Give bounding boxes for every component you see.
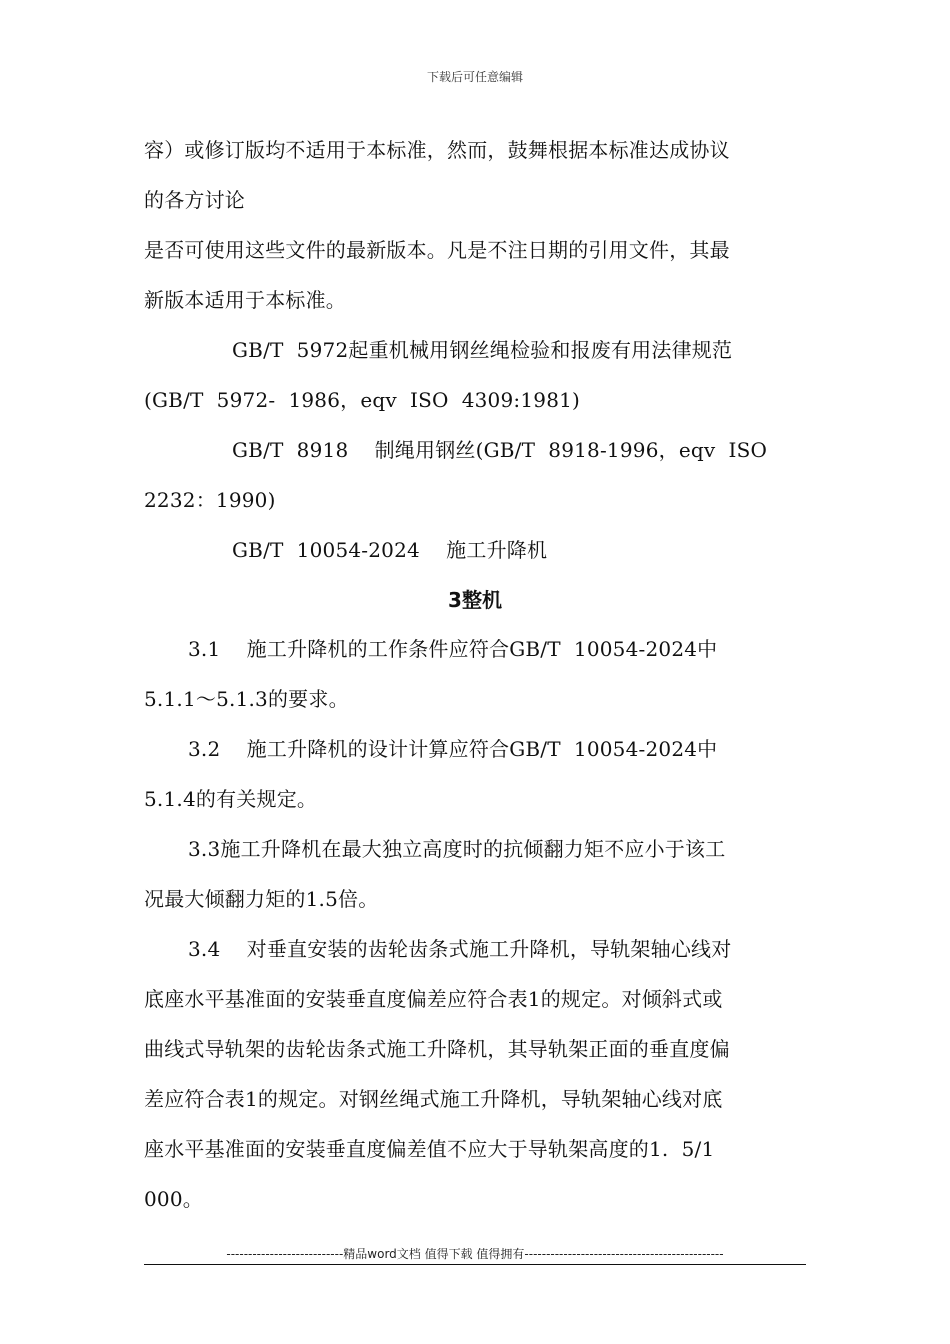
clause-line: 5.1.4的有关规定。: [144, 787, 318, 811]
paragraph-line: 的各方讨论: [144, 188, 245, 212]
clause-line: 差应符合表1的规定。对钢丝绳式施工升降机，导轨架轴心线对底: [144, 1087, 723, 1111]
section-heading: 3整机: [448, 588, 502, 612]
paragraph-line: 容）或修订版均不适用于本标准，然而，鼓舞根据本标准达成协议: [144, 138, 730, 162]
page-header-note: 下载后可任意编辑: [426, 70, 523, 84]
clause-line: 3.1 施工升降机的工作条件应符合GB/T 10054-2024中: [188, 637, 718, 661]
clause-line: 况最大倾翻力矩的1.5倍。: [144, 887, 379, 911]
clause-line: 3.4 对垂直安装的齿轮齿条式施工升降机，导轨架轴心线对: [188, 937, 732, 961]
paragraph-line: 是否可使用这些文件的最新版本。凡是不注日期的引用文件，其最: [144, 238, 730, 262]
clause-line: 座水平基准面的安装垂直度偏差值不应大于导轨架高度的1. 5/1: [144, 1137, 715, 1161]
page-footer-note: ---------------------------精品word文档 值得下载 值得拥有----------------------------------------------: [226, 1247, 724, 1261]
paragraph-line: 新版本适用于本标准。: [144, 288, 346, 312]
reference-line: (GB/T 5972- 1986，eqv ISO 4309:1981): [144, 388, 581, 412]
reference-line: GB/T 5972起重机械用钢丝绳检验和报废有用法律规范: [232, 338, 733, 362]
reference-line: 2232：1990): [144, 488, 276, 512]
clause-line: 000。: [144, 1187, 203, 1211]
clause-line: 曲线式导轨架的齿轮齿条式施工升降机，其导轨架正面的垂直度偏: [144, 1037, 730, 1061]
footer-divider: [144, 1264, 806, 1265]
clause-line: 3.3施工升降机在最大独立高度时的抗倾翻力矩不应小于该工: [188, 837, 726, 861]
reference-line: GB/T 10054-2024 施工升降机: [232, 538, 548, 562]
reference-line: GB/T 8918 制绳用钢丝(GB/T 8918-1996，eqv ISO: [232, 438, 768, 462]
clause-line: 3.2 施工升降机的设计计算应符合GB/T 10054-2024中: [188, 737, 718, 761]
clause-line: 5.1.1～5.1.3的要求。: [144, 687, 349, 711]
clause-line: 底座水平基准面的安装垂直度偏差应符合表1的规定。对倾斜式或: [144, 987, 723, 1011]
